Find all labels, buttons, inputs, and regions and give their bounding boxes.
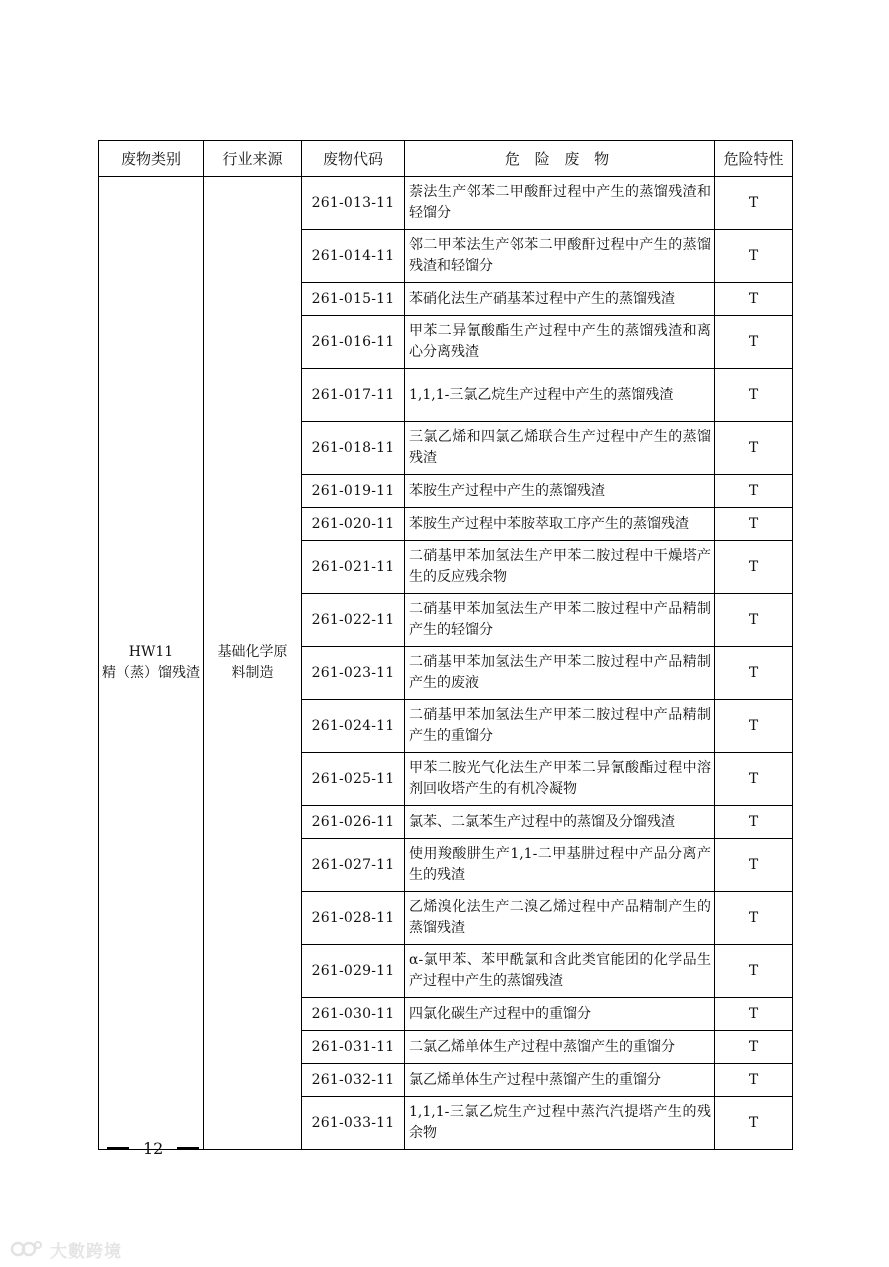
waste-code: 261-020-11 [302,508,405,541]
waste-code: 261-026-11 [302,806,405,839]
waste-code: 261-017-11 [302,369,405,422]
waste-description: 二硝基甲苯加氢法生产甲苯二胺过程中产品精制产生的废液 [405,647,715,700]
hazard-property: T [715,892,793,945]
industry-cell: 基础化学原料制造 [204,177,302,1150]
hazard-property: T [715,1064,793,1097]
waste-description: 二硝基甲苯加氢法生产甲苯二胺过程中干燥塔产生的反应残余物 [405,541,715,594]
waste-code: 261-027-11 [302,839,405,892]
hazard-property: T [715,1031,793,1064]
hazard-property: T [715,839,793,892]
hazard-property: T [715,806,793,839]
header-code: 废物代码 [302,141,405,177]
waste-code: 261-014-11 [302,230,405,283]
waste-code: 261-029-11 [302,945,405,998]
header-property: 危险特性 [715,141,793,177]
hazard-property: T [715,230,793,283]
waste-description: 氯乙烯单体生产过程中蒸馏产生的重馏分 [405,1064,715,1097]
waste-description: 1,1,1-三氯乙烷生产过程中产生的蒸馏残渣 [405,369,715,422]
waste-code: 261-030-11 [302,998,405,1031]
waste-description: 1,1,1-三氯乙烷生产过程中蒸汽汽提塔产生的残余物 [405,1097,715,1150]
waste-code: 261-013-11 [302,177,405,230]
page-number: 12 [143,1138,164,1158]
hazard-property: T [715,475,793,508]
waste-description: 三氯乙烯和四氯乙烯联合生产过程中产生的蒸馏残渣 [405,422,715,475]
watermark-text: 大數跨境 [50,1241,122,1262]
hazard-property: T [715,177,793,230]
waste-description: 二硝基甲苯加氢法生产甲苯二胺过程中产品精制产生的轻馏分 [405,594,715,647]
waste-code: 261-031-11 [302,1031,405,1064]
waste-description: α-氯甲苯、苯甲酰氯和含此类官能团的化学品生产过程中产生的蒸馏残渣 [405,945,715,998]
hazard-property: T [715,541,793,594]
hazardous-waste-table [98,140,793,1150]
waste-description: 二硝基甲苯加氢法生产甲苯二胺过程中产品精制产生的重馏分 [405,700,715,753]
waste-code: 261-032-11 [302,1064,405,1097]
hazard-property: T [715,1097,793,1150]
waste-description: 苯硝化法生产硝基苯过程中产生的蒸馏残渣 [405,283,715,316]
header-category: 废物类别 [99,141,204,177]
hazard-property: T [715,508,793,541]
waste-code: 261-033-11 [302,1097,405,1150]
category-name: 精（蒸）馏残渣 [102,665,200,681]
waste-description: 使用羧酸肼生产1,1-二甲基肼过程中产品分离产生的残渣 [405,839,715,892]
waste-code: 261-019-11 [302,475,405,508]
waste-code: 261-018-11 [302,422,405,475]
hazard-property: T [715,316,793,369]
table-body [99,177,793,1150]
waste-description: 苯胺生产过程中产生的蒸馏残渣 [405,475,715,508]
waste-code: 261-015-11 [302,283,405,316]
footer-dash-right [177,1147,199,1149]
waste-code: 261-021-11 [302,541,405,594]
waste-description: 甲苯二胺光气化法生产甲苯二异氰酸酯过程中溶剂回收塔产生的有机冷凝物 [405,753,715,806]
hazard-property: T [715,422,793,475]
table-row [99,177,793,230]
hazard-property: T [715,647,793,700]
category-cell [99,177,204,1150]
waste-code: 261-028-11 [302,892,405,945]
hazard-property: T [715,369,793,422]
waste-code: 261-024-11 [302,700,405,753]
waste-description: 氯苯、二氯苯生产过程中的蒸馏及分馏残渣 [405,806,715,839]
hazard-property: T [715,700,793,753]
waste-description: 苯胺生产过程中苯胺萃取工序产生的蒸馏残渣 [405,508,715,541]
waste-code: 261-022-11 [302,594,405,647]
waste-description: 甲苯二异氰酸酯生产过程中产生的蒸馏残渣和离心分离残渣 [405,316,715,369]
table-header-row [99,141,793,177]
watermark-logo-icon [10,1238,44,1260]
hazard-property: T [715,753,793,806]
hazard-property: T [715,283,793,316]
waste-description: 二氯乙烯单体生产过程中蒸馏产生的重馏分 [405,1031,715,1064]
page-footer [107,1136,199,1160]
hazard-property: T [715,998,793,1031]
waste-description: 乙烯溴化法生产二溴乙烯过程中产品精制产生的蒸馏残渣 [405,892,715,945]
header-industry: 行业来源 [204,141,302,177]
hazard-property: T [715,945,793,998]
header-waste: 危 险 废 物 [405,141,715,177]
waste-description: 邻二甲苯法生产邻苯二甲酸酐过程中产生的蒸馏残渣和轻馏分 [405,230,715,283]
waste-description: 萘法生产邻苯二甲酸酐过程中产生的蒸馏残渣和轻馏分 [405,177,715,230]
category-code: HW11 [128,644,174,660]
hazard-property: T [715,594,793,647]
footer-dash-left [107,1147,129,1149]
waste-code: 261-025-11 [302,753,405,806]
waste-code: 261-023-11 [302,647,405,700]
watermark [10,1236,122,1262]
waste-description: 四氯化碳生产过程中的重馏分 [405,998,715,1031]
waste-code: 261-016-11 [302,316,405,369]
